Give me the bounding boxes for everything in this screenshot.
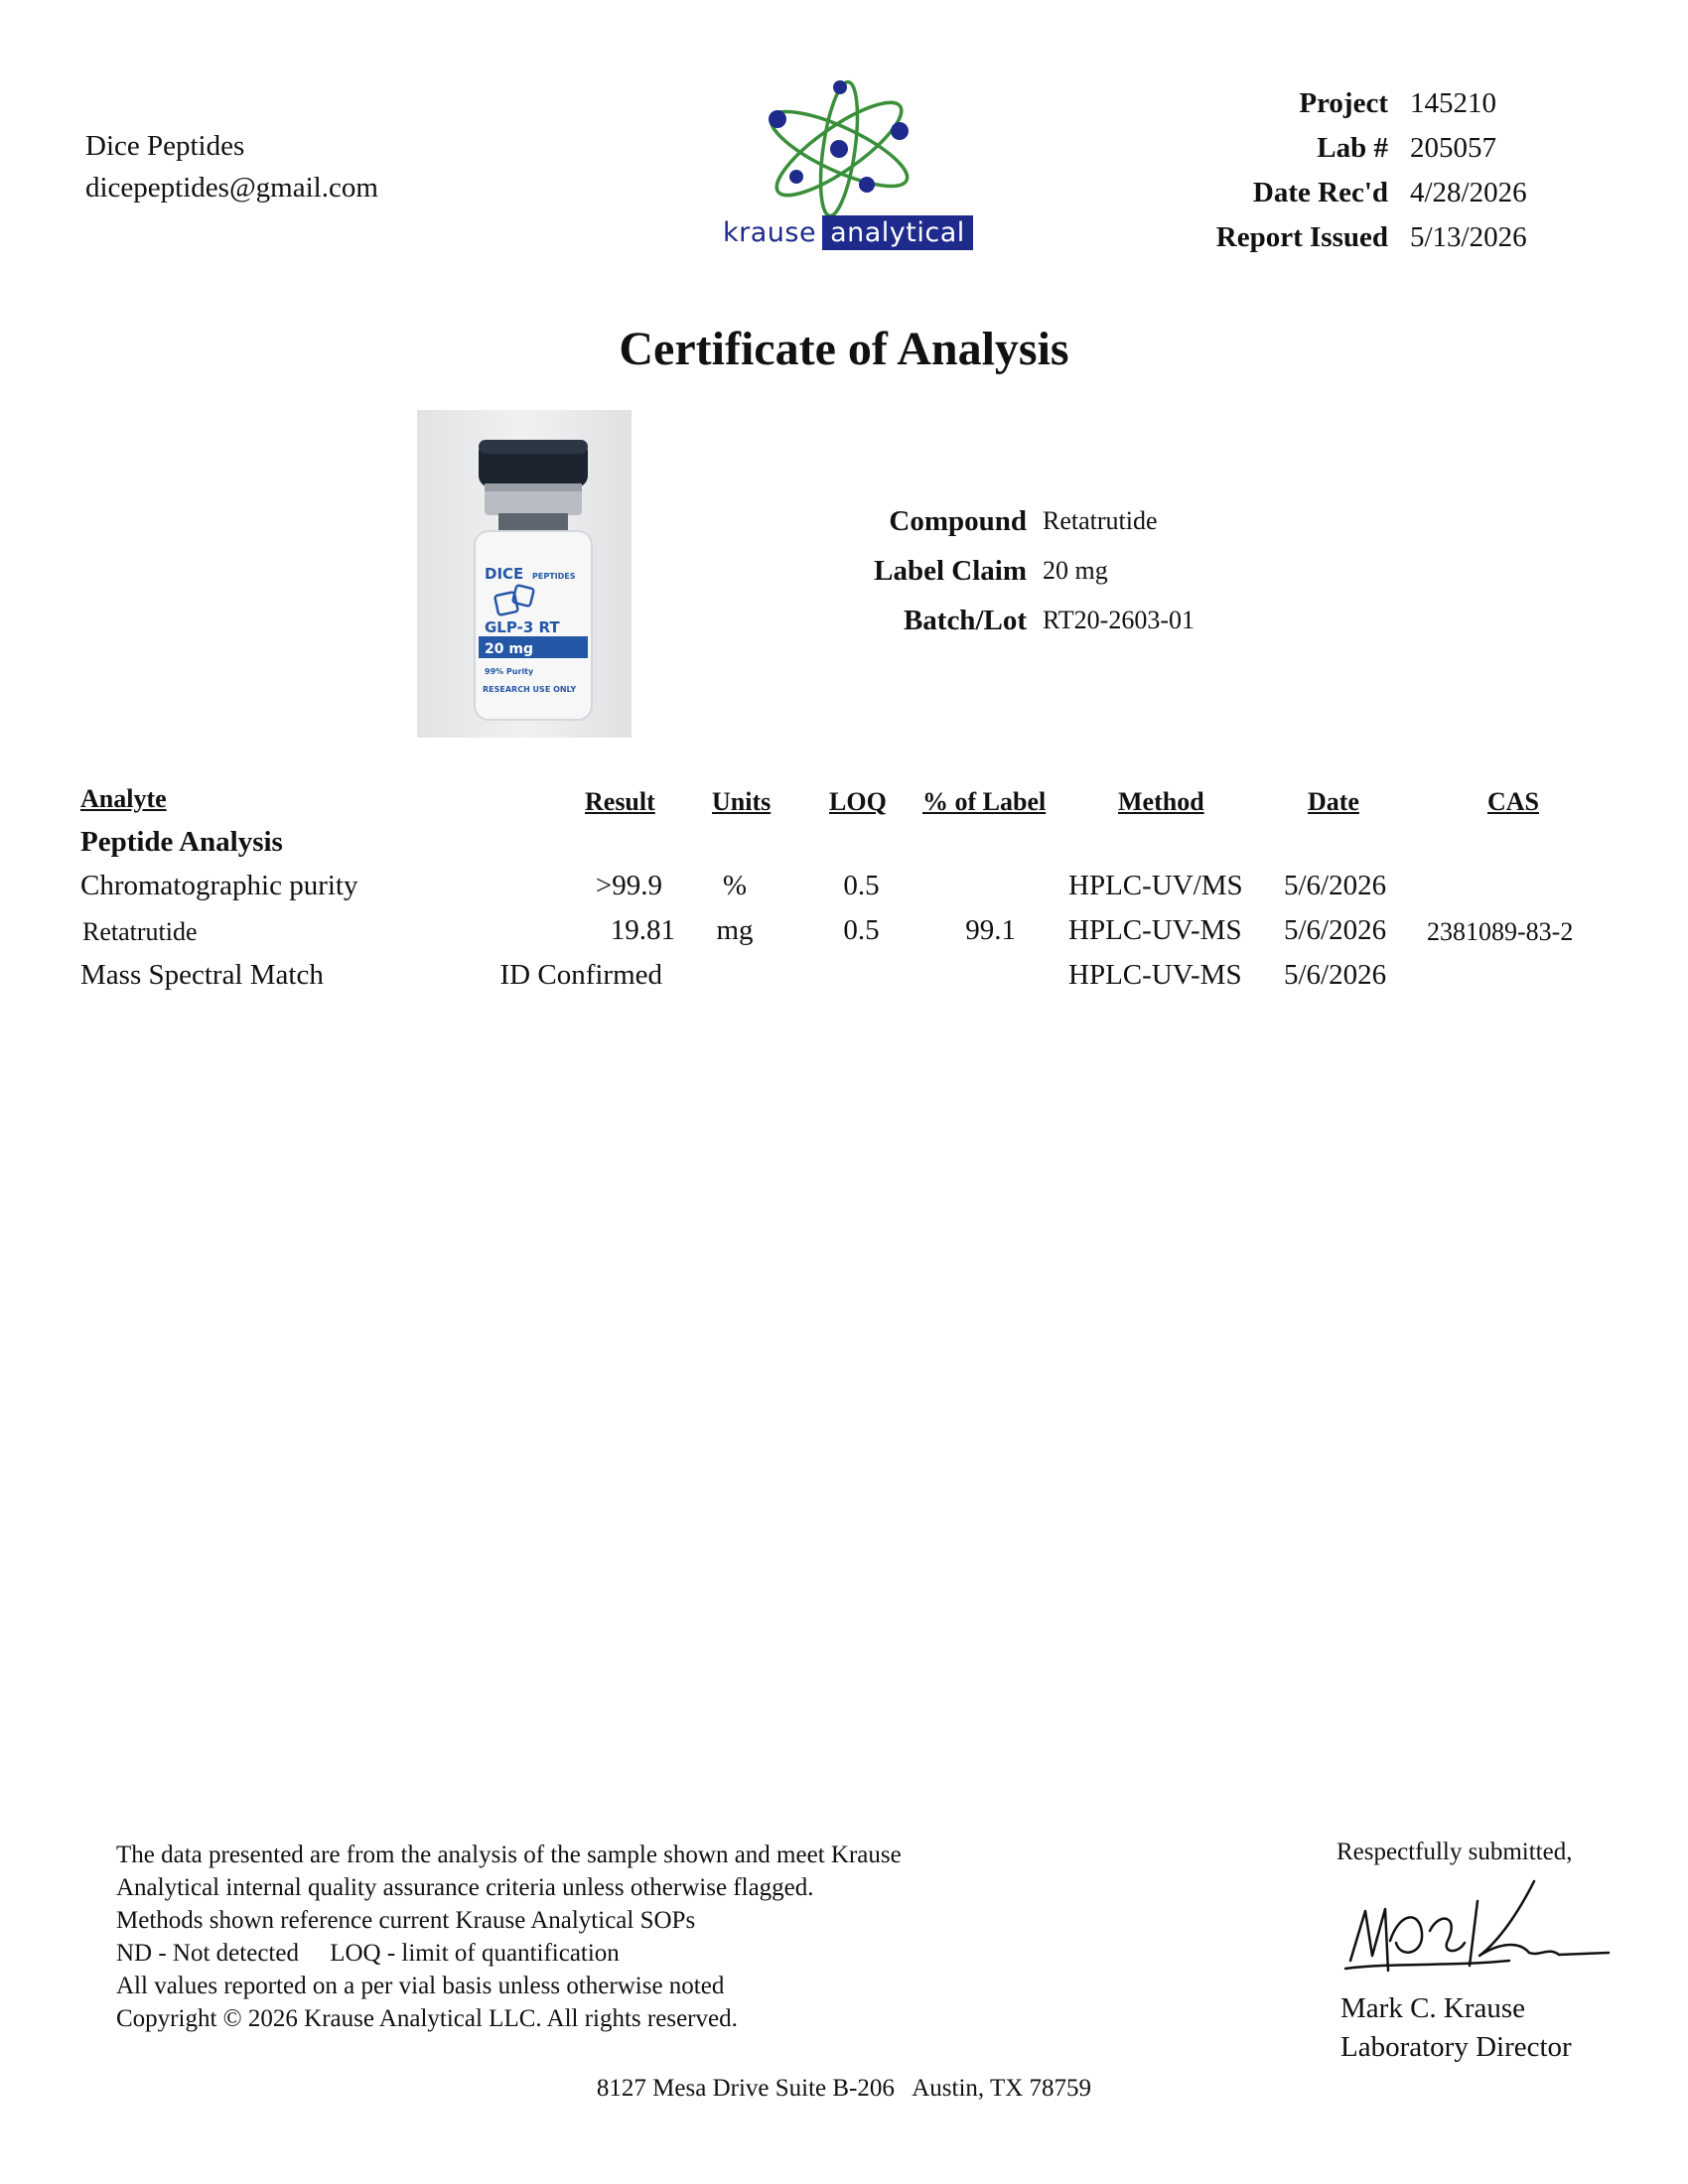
project-label: Project <box>1299 87 1388 119</box>
row2-date: 5/6/2026 <box>1284 914 1387 946</box>
header-loq: LOQ <box>829 787 887 816</box>
meta-row-received <box>1132 171 1609 215</box>
issued-label: Report Issued <box>1215 221 1388 253</box>
signer-block <box>1340 1989 1572 2067</box>
meta-row-project <box>1132 81 1609 126</box>
row1-date: 5/6/2026 <box>1284 870 1387 901</box>
header-units: Units <box>712 787 772 816</box>
header-pct-label: % of Label <box>922 787 1047 816</box>
sample-vial-photo <box>417 410 632 738</box>
batch-label: Batch/Lot <box>903 604 1027 636</box>
header-method: Method <box>1118 787 1204 816</box>
row3-analyte: Mass Spectral Match <box>80 959 324 991</box>
compound-value: Retatrutide <box>1043 506 1158 535</box>
batch-row <box>824 596 1340 645</box>
sample-info <box>824 496 1340 645</box>
compound-label: Compound <box>889 504 1027 537</box>
lab-address: 8127 Mesa Drive Suite B-206 Austin, TX 78759 <box>596 2075 1092 2102</box>
claim-row <box>824 546 1340 596</box>
compound-row <box>824 496 1340 546</box>
signer-name: Mark C. Krause <box>1340 1992 1526 2024</box>
logo-word-right: analytical <box>822 215 973 250</box>
row3-result: ID Confirmed <box>499 959 662 991</box>
vial-icon <box>417 410 632 738</box>
page-title: Certificate of Analysis <box>619 323 1069 375</box>
note-line: All values reported on a per vial basis unless otherwise noted <box>116 1973 725 1999</box>
lab-value: 205057 <box>1410 132 1496 164</box>
vial-brand: DICE <box>485 565 524 583</box>
received-label: Date Rec'd <box>1252 177 1388 208</box>
report-meta <box>1132 81 1609 260</box>
meta-row-issued <box>1132 215 1609 260</box>
row2-analyte: Retatrutide <box>82 917 198 946</box>
client-email: dicepeptides@gmail.com <box>85 172 378 204</box>
logo-wordmark <box>721 212 973 252</box>
client-name: Dice Peptides <box>85 130 245 162</box>
section-peptide-analysis: Peptide Analysis <box>80 826 283 858</box>
received-value: 4/28/2026 <box>1410 177 1527 208</box>
note-line: ND - Not detected LOQ - limit of quantification <box>116 1940 620 1967</box>
logo-word-left: krause <box>723 216 817 248</box>
row1-method: HPLC-UV/MS <box>1068 870 1243 901</box>
signer-role: Laboratory Director <box>1340 2031 1572 2063</box>
vial-product: GLP-3 RT <box>485 618 560 636</box>
row2-loq: 0.5 <box>843 914 880 946</box>
row2-cas: 2381089-83-2 <box>1427 917 1574 946</box>
row2-method: HPLC-UV-MS <box>1068 914 1242 946</box>
vial-purity: 99% Purity <box>485 667 534 676</box>
row2-units: mg <box>716 914 754 946</box>
client-block <box>85 125 378 208</box>
row1-units: % <box>722 870 748 901</box>
vial-notice: RESEARCH USE ONLY <box>483 685 577 694</box>
claim-value: 20 mg <box>1043 556 1108 585</box>
row1-result: >99.9 <box>595 870 662 901</box>
project-value: 145210 <box>1410 87 1496 119</box>
note-line: Copyright © 2026 Krause Analytical LLC. All rights reserved. <box>116 2005 738 2032</box>
batch-value: RT20-2603-01 <box>1043 606 1195 634</box>
row3-date: 5/6/2026 <box>1284 959 1387 991</box>
lab-label: Lab # <box>1317 132 1388 164</box>
vial-dose: 20 mg <box>485 641 533 657</box>
submitted-text: Respectfully submitted, <box>1336 1839 1573 1865</box>
row1-loq: 0.5 <box>843 870 880 901</box>
signature-icon <box>1331 1871 1618 1990</box>
note-line: Analytical internal quality assurance criteria unless otherwise flagged. <box>116 1874 814 1901</box>
note-line: Methods shown reference current Krause Analytical SOPs <box>116 1907 696 1934</box>
header-cas: CAS <box>1487 787 1540 816</box>
row3-method: HPLC-UV-MS <box>1068 959 1242 991</box>
issued-value: 5/13/2026 <box>1410 221 1527 253</box>
row1-analyte: Chromatographic purity <box>80 870 358 901</box>
header-date: Date <box>1308 787 1359 816</box>
claim-label: Label Claim <box>874 554 1027 587</box>
row2-pct: 99.1 <box>965 914 1016 946</box>
header-result: Result <box>585 787 655 816</box>
row2-result: 19.81 <box>610 914 675 946</box>
note-line: The data presented are from the analysis of the sample shown and meet Krause <box>116 1842 902 1868</box>
vial-brand-sub: PEPTIDES <box>532 572 576 581</box>
header-analyte: Analyte <box>80 784 167 813</box>
meta-row-lab <box>1132 126 1609 171</box>
disclaimer-notes <box>116 1839 902 2035</box>
